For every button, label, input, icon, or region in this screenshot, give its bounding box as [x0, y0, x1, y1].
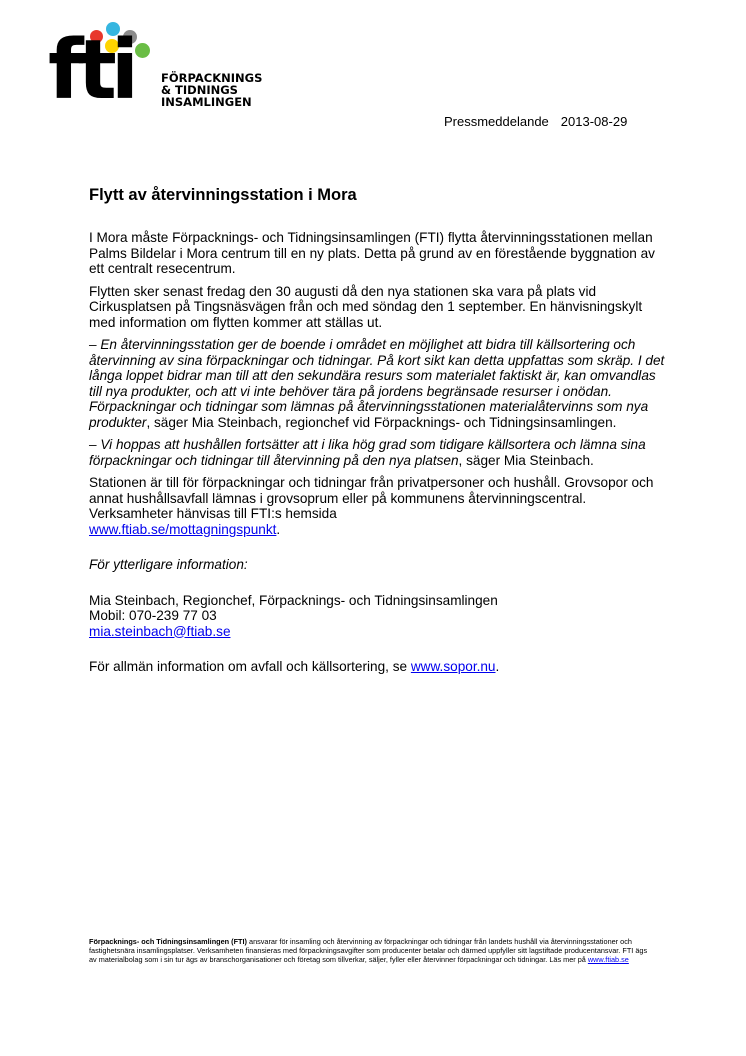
logo-line-3: INSAMLINGEN: [161, 95, 252, 109]
mottagningspunkt-link[interactable]: www.ftiab.se/mottagningspunkt: [89, 521, 277, 537]
contact-block: [89, 593, 669, 640]
quote-1-attribution: , säger Mia Steinbach, regionchef vid Förpacknings- och Tidningsinsamlingen.: [146, 414, 617, 430]
quote-2-text: – Vi hoppas att hushållen fortsätter att i lika hög grad som tidigare källsortera och lämna sina förpackningar och tidningar till återvinning på den nya platsen: [89, 437, 646, 468]
fti-logo: [48, 22, 288, 122]
contact-email-link[interactable]: mia.steinbach@ftiab.se: [89, 623, 231, 639]
footer: [89, 937, 649, 964]
document-date: 2013-08-29: [560, 114, 628, 129]
quote-2-attribution: , säger Mia Steinbach.: [458, 452, 594, 468]
press-release-body: [89, 186, 669, 682]
logo-line-1: FÖRPACKNINGS: [161, 71, 263, 85]
logo-line-2: & TIDNINGS: [161, 83, 238, 97]
footer-text: ansvarar för insamling och återvinning av förpackningar och tidningar från landets hushåll via återvinningsstationer och fastighetsnära insamlingsplatser. Verksamheten finansieras med förpackningsavgifter som producenter betalar och därmed uppfyller sitt lagstiftade producentansvar. FTI ägs av materialbolag som i sin tur ägs av branschorganisationer och företag som tillverkar, säljer, fyller eller återvinner förpackningar och tidningar. Läs mer på: [89, 937, 648, 964]
page-title: Flytt av återvinningsstation i Mora: [89, 186, 357, 204]
quote-1-text: – En återvinningsstation ger de boende i området en möjlighet att bidra till källsortering och återvinning av sina förpackningar och tidningar. På kort sikt kan detta uppfattas som skräp. I det långa loppet bidrar man till att den sekundära resurs som materialet faktiskt är, kan omvandlas till nya produkter, och att vi inte behöver tära på jordens begränsade resurser i onödan. Förpackningar och tidningar som lämnas på återvinningsstationen materialåtervinns som nya produkter: [89, 337, 665, 430]
general-info-text: För allmän information om avfall och källsortering, se: [89, 659, 411, 674]
general-info: [89, 659, 669, 675]
general-info-end: .: [495, 659, 500, 674]
logo-dot-green: [135, 43, 150, 58]
footer-org-name: Förpacknings- och Tidningsinsamlingen (FTI): [89, 937, 247, 946]
more-info-text: För ytterligare information:: [89, 557, 248, 572]
contact-name: Mia Steinbach, Regionchef, Förpacknings- och Tidningsinsamlingen: [89, 592, 498, 608]
more-info-heading: [89, 557, 669, 573]
quote-paragraph-1: [89, 337, 669, 430]
logo-wordmark: fti: [48, 23, 133, 118]
paragraph-intro: I Mora måste Förpacknings- och Tidningsinsamlingen (FTI) flytta återvinningsstationen mellan Palms Bildelar i Mora centrum till en ny plats. Detta på grund av en förestående byggnation av ett centralt resecentrum.: [89, 230, 655, 276]
document-type: Pressmeddelande: [444, 114, 549, 129]
station-info-text: Stationen är till för förpackningar och tidningar från privatpersoner och hushåll. Grovsopor och annat hushållsavfall lämnas i grovsoprum eller på kommunens återvinningscentral. Verksamheter hänvisas till FTI:s hemsida: [89, 475, 654, 521]
logo-tagline: [161, 72, 262, 108]
sopor-link[interactable]: www.sopor.nu: [410, 659, 496, 674]
contact-mobile: Mobil: 070-239 77 03: [89, 608, 217, 623]
paragraph-relocation: Flytten sker senast fredag den 30 augusti då den nya stationen ska vara på plats vid Cirkusplatsen på Tingsnäsvägen från och med söndag den 1 september. En hänvisningskylt med information om flytten kommer att ställas ut.: [89, 283, 643, 330]
document-header: [444, 114, 627, 129]
quote-paragraph-2: [89, 437, 669, 468]
footer-ftiab-link[interactable]: www.ftiab.se: [587, 955, 629, 964]
station-info-end: .: [276, 521, 281, 537]
paragraph-station-info: [89, 475, 669, 537]
